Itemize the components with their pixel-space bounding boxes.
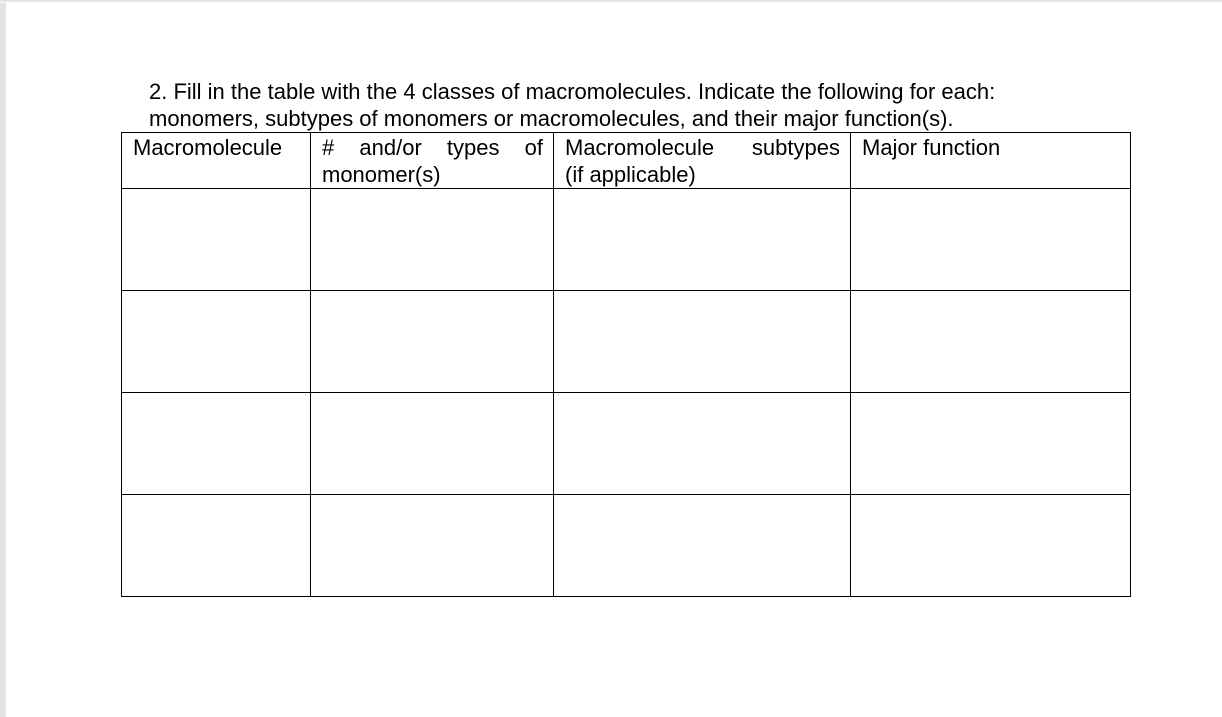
table-cell[interactable] (122, 291, 311, 393)
macromolecule-table (121, 132, 1131, 597)
table-cell[interactable] (311, 393, 554, 495)
header-monomers-line-2: monomer(s) (322, 162, 441, 187)
header-monomers (311, 133, 554, 189)
table-row (122, 495, 1131, 597)
table-cell[interactable] (311, 291, 554, 393)
table-row (122, 393, 1131, 495)
question-text (149, 78, 1119, 132)
header-subtypes-line-1: Macromolecule subtypes (565, 135, 840, 160)
question-line-2: monomers, subtypes of monomers or macromolecules, and their major function(s). (149, 106, 954, 131)
table-cell[interactable] (851, 393, 1131, 495)
table-cell[interactable] (122, 495, 311, 597)
table-cell[interactable] (554, 393, 851, 495)
header-subtypes (554, 133, 851, 189)
table-row (122, 291, 1131, 393)
table-cell[interactable] (122, 393, 311, 495)
table-row (122, 189, 1131, 291)
table-header-row (122, 133, 1131, 189)
header-subtypes-line-2: (if applicable) (565, 162, 696, 187)
table-cell[interactable] (554, 495, 851, 597)
header-major-function-label: Major function (862, 135, 1001, 160)
table-cell[interactable] (554, 189, 851, 291)
question-line-1: 2. Fill in the table with the 4 classes of macromolecules. Indicate the following for each: (149, 79, 996, 104)
table-cell[interactable] (851, 495, 1131, 597)
header-macromolecule-label: Macromolecule (133, 135, 283, 160)
table-cell[interactable] (554, 291, 851, 393)
header-macromolecule (122, 133, 311, 189)
table-cell[interactable] (311, 495, 554, 597)
header-monomers-line-1: # and/or types of (322, 135, 543, 160)
header-major-function (851, 133, 1131, 189)
table-cell[interactable] (122, 189, 311, 291)
table-cell[interactable] (851, 189, 1131, 291)
table-cell[interactable] (851, 291, 1131, 393)
table-cell[interactable] (311, 189, 554, 291)
